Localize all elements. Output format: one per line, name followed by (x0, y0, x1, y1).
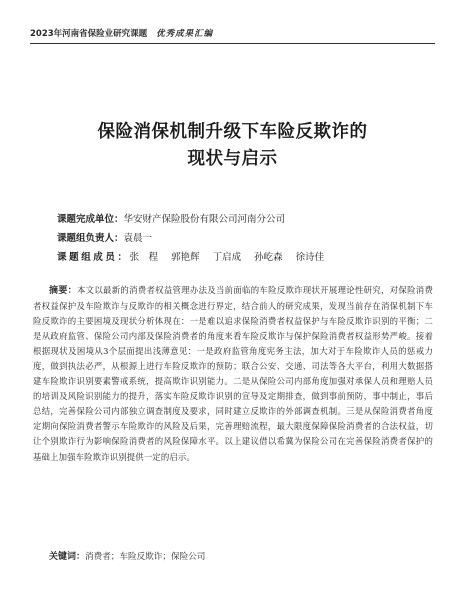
abstract-label: 摘要： (49, 286, 77, 296)
project-leader (57, 230, 152, 244)
keywords-value: 消费者；车险反欺诈；保险公司 (85, 552, 206, 562)
abstract-text: 本文以最新的消费者权益管理办法及当前面临的车险反欺诈现状开展理论性研究，对保险消费者权益保护及车险欺诈与反欺诈的相关概念进行界定，结合前人的研究成果，发现当前存在消保机制下车险反欺诈的主要困境及现状分析体现在：一是难以追求保险消费者权益保护与车险反欺诈识别的平衡；二是从政府监管、保险公司内部及保险消费者的角度来看车险反欺诈与保护保险消费者权益形势严峻。接着根据现状及困境从3个层面提出浅薄意见：一是政府监管角度宪务主法，加大对于车险欺诈人员的惩戒力度，做到执法必严，从根源上进行车险反欺诈的预防；联合公安、交通、司法等各大平台，利用大数据搭建车险欺诈识别要素警戒系统，提高欺诈识别能力。二是从保险公司内部角度加强对承保人员和理赔人员的培训及风险识别能力的提升，落实车险反欺诈识别的宣导及定期排查，做到事前预防，事中制止，事后总结，完善保险公司内部独立调查制度及要求，同时建立反欺诈的外部调查机制。三是从保险消费者角度定期向保险消费者警示车险欺诈的风险及后果，完善理赔流程，最大限度保障保险消费者的合法权益，切让个别欺诈行为影响保险消费者的风险保障水平。以上建议借以希冀为保险公司在完善保险消费者保护的基础上加强车险欺诈识别提供一定的启示。 (33, 285, 434, 462)
journal-name: 2023年河南省保险业研究课题 (30, 29, 148, 39)
paper-title-line-2: 现状与启示 (187, 149, 278, 169)
project-leader-label: 课题组负责人： (57, 233, 124, 244)
header-rule (30, 43, 435, 44)
project-members (57, 249, 337, 263)
member-name: 徐诗佳 (295, 252, 325, 263)
member-name: 孙屹森 (254, 252, 283, 263)
series-name: 优秀成果汇编 (156, 29, 214, 39)
completing-unit (57, 211, 285, 225)
completing-unit-label: 课题完成单位： (57, 214, 124, 225)
keywords (49, 549, 205, 562)
member-name: 郭艳辉 (171, 252, 200, 263)
project-leader-value: 袁晨一 (123, 233, 153, 244)
completing-unit-value: 华安财产保险股份有限公司河南分公司 (123, 214, 286, 225)
member-name: 丁启成 (212, 252, 242, 263)
keywords-label: 关键词： (49, 552, 86, 562)
running-header (30, 27, 435, 43)
member-name: 张 程 (129, 252, 159, 263)
paper-title-line-1: 保险消保机制升级下车险反欺诈的 (97, 122, 368, 142)
project-members-label: 课题组成员： (57, 252, 130, 263)
abstract (33, 283, 433, 465)
